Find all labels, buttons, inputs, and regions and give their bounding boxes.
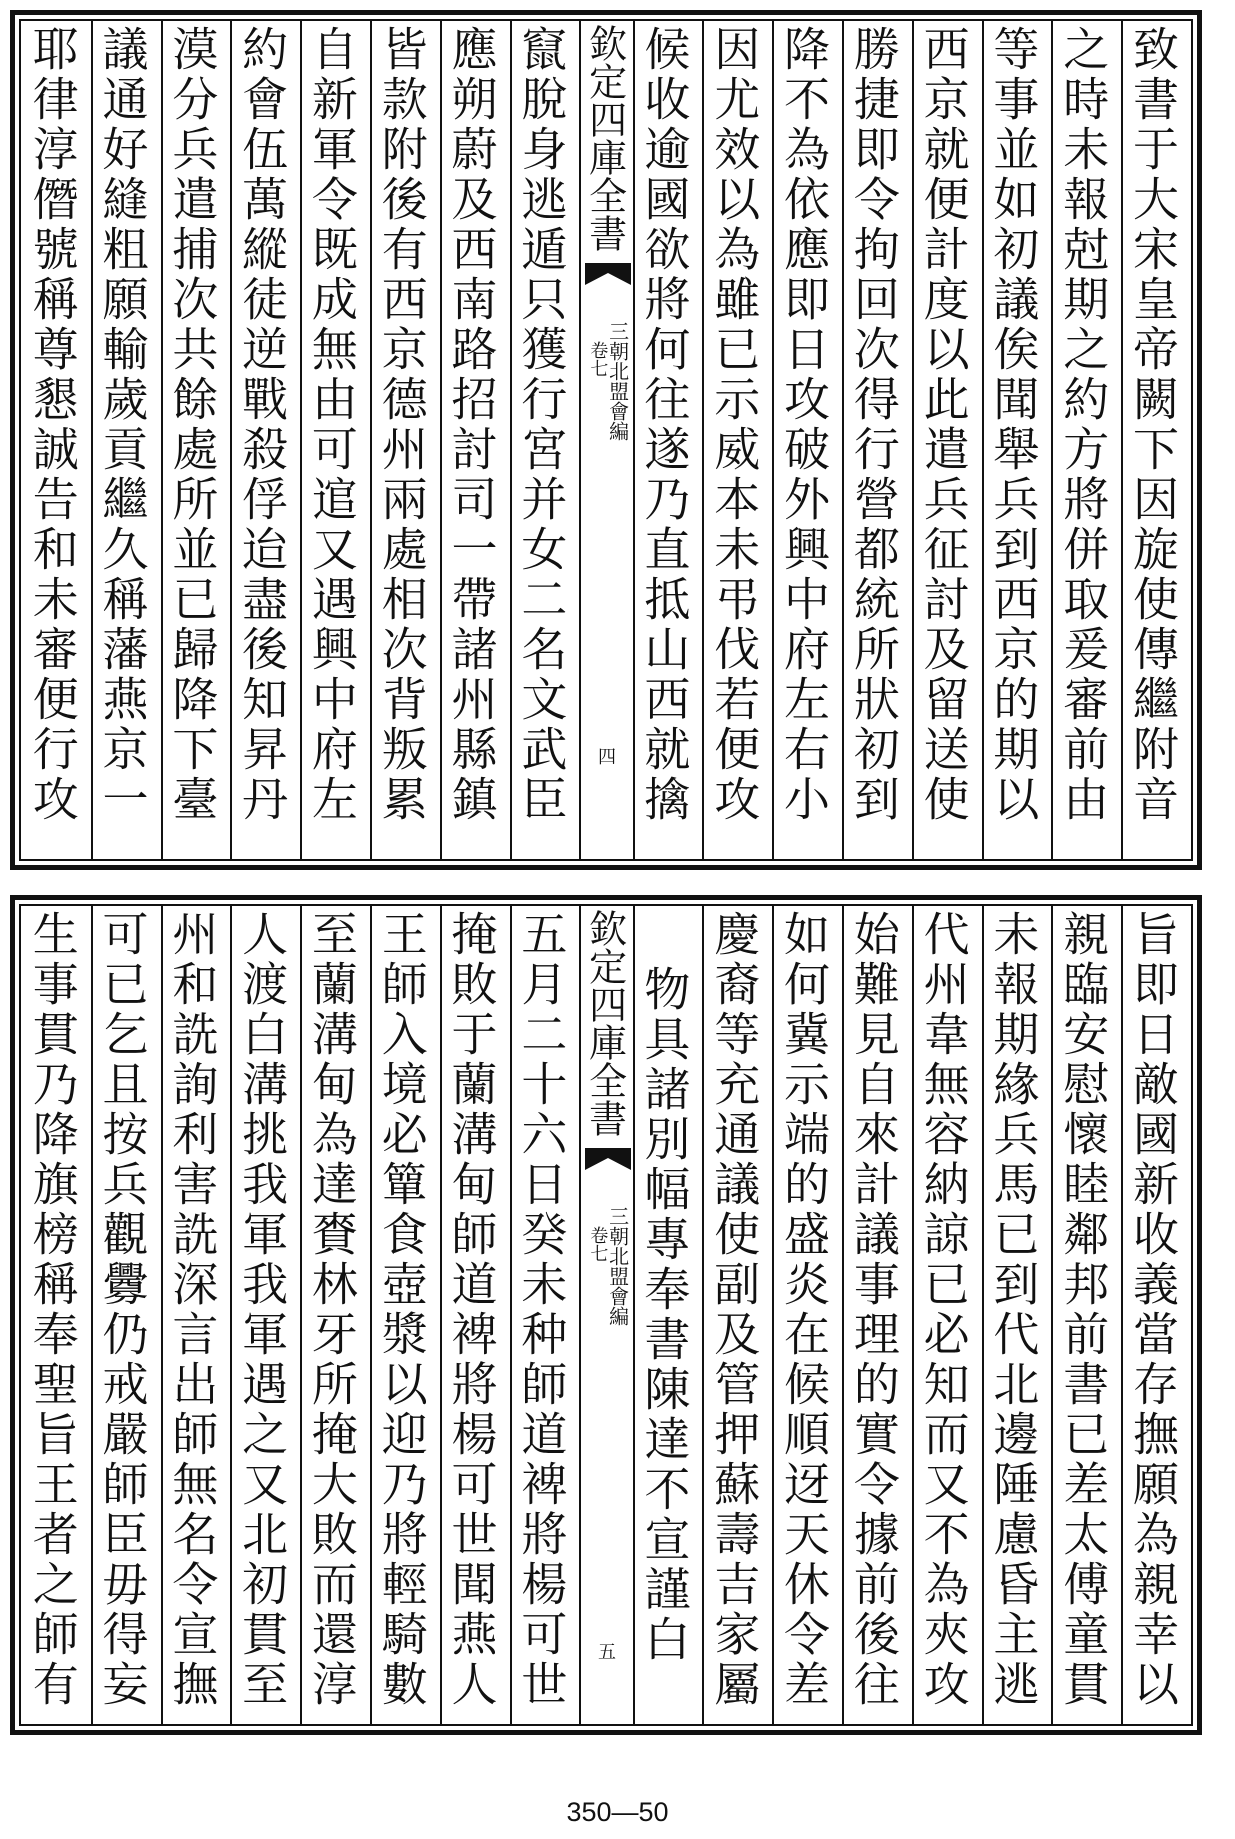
column-text: 因尤效以為雖已示威本未弔伐若便攻	[707, 25, 762, 825]
text-column	[510, 21, 580, 859]
column-text: 王師入境必簞食壺漿以迎乃將輕騎數	[374, 910, 429, 1710]
text-column	[91, 21, 161, 859]
text-column	[702, 906, 772, 1724]
column-text: 降不為依應即日攻破外興中府左右小	[777, 25, 832, 825]
column-text: 掩敗于蘭溝甸師道裨將楊可世聞燕人	[444, 910, 499, 1710]
text-column	[21, 906, 91, 1724]
text-columns	[21, 21, 1191, 859]
column-text: 自新軍令既成無由可逭又遇興中府左	[304, 25, 359, 825]
center-page-number: 四	[597, 747, 616, 768]
column-text: 議通好縫粗願輸歲貢繼久稱藩燕京一	[95, 25, 150, 825]
column-text: 物具諸別幅專奉書陳達不宣謹白	[637, 965, 692, 1665]
text-column	[300, 21, 370, 859]
text-column	[1051, 21, 1121, 859]
text-column	[1121, 906, 1191, 1724]
center-page-number: 五	[597, 1642, 616, 1663]
text-column	[912, 21, 982, 859]
text-column	[21, 21, 91, 859]
column-text: 慶裔等充通議使副及管押蘇壽吉家屬	[707, 910, 762, 1710]
center-book-title: 三朝北盟會編	[605, 321, 630, 441]
text-column	[702, 21, 772, 859]
bottom-page	[10, 895, 1202, 1735]
text-column	[300, 906, 370, 1724]
column-text: 漠分兵遣捕次共餘處所並已歸降下臺	[165, 25, 220, 825]
column-text: 勝捷即令拘回次得行營都統所狀初到	[846, 25, 901, 825]
column-text: 皆款附後有西京德州兩處相次背叛累	[374, 25, 429, 825]
column-text: 始難見自來計議事理的實令據前後往	[846, 910, 901, 1710]
text-column	[982, 21, 1052, 859]
center-fold	[579, 906, 632, 1724]
column-text: 候收逾國欲將何往遂乃直抵山西就擒	[637, 25, 692, 825]
center-title: 欽定四庫全書	[582, 24, 627, 252]
center-juan: 卷七	[587, 1226, 609, 1262]
page-footer-number: 350—50	[566, 1797, 669, 1827]
column-text: 如何冀示端的盛炎在候順迓天休令差	[777, 910, 832, 1710]
column-text: 可已乞且按兵觀釁仍戒嚴師臣毋得妄	[95, 910, 150, 1710]
text-column	[370, 21, 440, 859]
column-text: 生事貫乃降旗榜稱奉聖旨王者之師有	[25, 910, 80, 1710]
column-text: 未報期緣兵馬已到代北邊陲慮昏主逃	[986, 910, 1041, 1710]
fishtail-mark-icon	[585, 263, 631, 285]
text-column	[510, 906, 580, 1724]
column-text: 致書于大宋皇帝闕下因旋使傳繼附音	[1126, 25, 1180, 825]
column-text: 應朔蔚及西南路招討司一帶諸州縣鎮	[444, 25, 499, 825]
text-column	[633, 906, 703, 1724]
text-column	[91, 906, 161, 1724]
column-text: 約會伍萬縱徒逆戰殺俘迨盡後知昇丹	[235, 25, 290, 825]
text-column	[842, 906, 912, 1724]
text-column	[842, 21, 912, 859]
top-page	[10, 10, 1202, 870]
fishtail-mark-icon	[585, 1148, 631, 1170]
text-column	[440, 906, 510, 1724]
column-text: 等事並如初議俟聞舉兵到西京的期以	[986, 25, 1041, 825]
text-column	[161, 21, 231, 859]
center-juan: 卷七	[587, 341, 609, 377]
text-column	[1121, 21, 1191, 859]
column-text: 州和詵詢利害詵深言出師無名令宣撫	[165, 910, 220, 1710]
text-column	[772, 21, 842, 859]
center-title: 欽定四庫全書	[582, 909, 627, 1137]
text-column	[772, 906, 842, 1724]
column-text: 代州韋無容納諒已必知而又不為夾攻	[916, 910, 971, 1710]
text-column	[440, 21, 510, 859]
text-columns	[21, 906, 1191, 1724]
text-column	[161, 906, 231, 1724]
center-book-title: 三朝北盟會編	[605, 1206, 630, 1326]
center-fold	[579, 21, 632, 859]
text-column	[230, 21, 300, 859]
column-text: 西京就便計度以此遣兵征討及留送使	[916, 25, 971, 825]
column-text: 親臨安慰懷睦鄰邦前書已差太傅童貫	[1056, 910, 1111, 1710]
column-text: 至蘭溝甸為達賚林牙所掩大敗而還淳	[304, 910, 359, 1710]
text-column	[230, 906, 300, 1724]
text-column	[633, 21, 703, 859]
column-text: 旨即日敵國新收義當存撫願為親幸以	[1126, 910, 1180, 1710]
text-column	[912, 906, 982, 1724]
column-text: 之時未報尅期之約方將併取爰審前由	[1056, 25, 1111, 825]
text-column	[982, 906, 1052, 1724]
text-column	[1051, 906, 1121, 1724]
column-text: 人渡白溝挑我軍我軍遇之又北初貫至	[235, 910, 290, 1710]
column-text: 竄脫身逃遁只獲行宮并女二名文武臣	[514, 25, 569, 825]
text-column	[370, 906, 440, 1724]
column-text: 耶律淳僭號稱尊懇誠告和未審便行攻	[25, 25, 80, 825]
column-text: 五月二十六日癸未种師道裨將楊可世	[514, 910, 569, 1710]
